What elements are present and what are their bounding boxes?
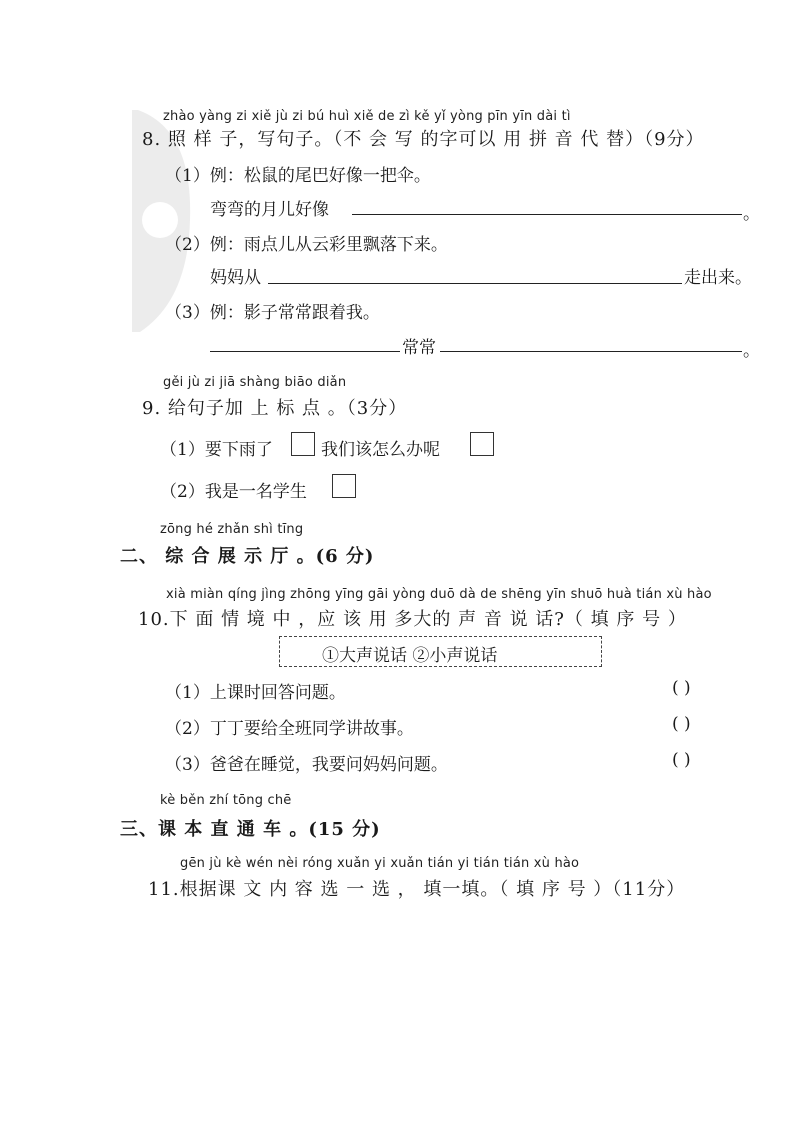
q8-answer-line-3a[interactable] bbox=[210, 351, 400, 352]
q8-title: 8. 照 样 子，写句子。（不 会 写 的字可以 用 拼 音 代 替）（9分） bbox=[142, 129, 705, 150]
q10-item-2: （2）丁丁要给全班同学讲故事。 bbox=[165, 719, 414, 739]
q11-pinyin: gēn jù kè wén nèi róng xuǎn yi xuǎn tián yi tián tián xù hào bbox=[180, 856, 580, 871]
sec3-title: 三、课 本 直 通 车 。(15 分) bbox=[120, 819, 381, 840]
q10-item-3: （3）爸爸在睡觉，我要问妈妈问题。 bbox=[165, 755, 448, 775]
q9-item-1b: 我们该怎么办呢 bbox=[321, 440, 440, 460]
q9-title: 9. 给句子加 上 标 点 。（3分） bbox=[142, 398, 408, 419]
q9-punct-box-3[interactable] bbox=[332, 474, 356, 498]
q8-end-3: 。 bbox=[743, 341, 760, 361]
q8-example-2: （2）例：雨点儿从云彩里飘落下来。 bbox=[165, 235, 448, 255]
q10-title: 10.下 面 情 境 中 ，应 该 用 多大的 声 音 说 话?（ 填 序 号 ） bbox=[138, 609, 687, 630]
q8-prompt-1: 弯弯的月儿好像 bbox=[210, 200, 329, 220]
q10-answer-paren-3[interactable]: ( ) bbox=[672, 750, 691, 770]
sec3-pinyin: kè běn zhí tōng chē bbox=[160, 793, 292, 808]
q11-title: 11.根据课 文 内 容 选 一 选 ， 填一填。（ 填 序 号 ）（11分） bbox=[148, 879, 686, 900]
q10-answer-paren-1[interactable]: ( ) bbox=[672, 678, 691, 698]
q9-punct-box-2[interactable] bbox=[470, 432, 494, 456]
q8-prompt-2: 妈妈从 bbox=[210, 268, 261, 288]
q9-item-2: （2）我是一名学生 bbox=[160, 482, 307, 502]
q8-answer-line-3b[interactable] bbox=[440, 351, 742, 352]
q8-example-1: （1）例：松鼠的尾巴好像一把伞。 bbox=[165, 166, 431, 186]
q9-punct-box-1[interactable] bbox=[291, 432, 315, 456]
q8-answer-line-1[interactable] bbox=[352, 214, 742, 215]
q8-middle-3: 常常 bbox=[402, 338, 436, 358]
q9-pinyin: gěi jù zi jiā shàng biāo diǎn bbox=[163, 375, 347, 390]
q10-item-1: （1）上课时回答问题。 bbox=[165, 683, 346, 703]
q8-end-2: 走出来。 bbox=[684, 268, 752, 288]
q8-end-1: 。 bbox=[743, 204, 760, 224]
q8-pinyin: zhào yàng zi xiě jù zi bú huì xiě de zì kě yǐ yòng pīn yīn dài tì bbox=[163, 109, 571, 124]
q10-answer-paren-2[interactable]: ( ) bbox=[672, 714, 691, 734]
q10-pinyin: xià miàn qíng jìng zhōng yīng gāi yòng duō dà de shēng yīn shuō huà tián xù hào bbox=[166, 587, 712, 602]
q9-item-1a: （1）要下雨了 bbox=[160, 440, 273, 460]
q8-example-3: （3）例：影子常常跟着我。 bbox=[165, 303, 380, 323]
sec2-pinyin: zōng hé zhǎn shì tīng bbox=[160, 522, 304, 537]
q10-options: ①大声说话 ②小声说话 bbox=[322, 646, 498, 666]
sec2-title: 二、 综 合 展 示 厅 。(6 分) bbox=[120, 546, 375, 567]
q8-answer-line-2[interactable] bbox=[268, 283, 682, 284]
